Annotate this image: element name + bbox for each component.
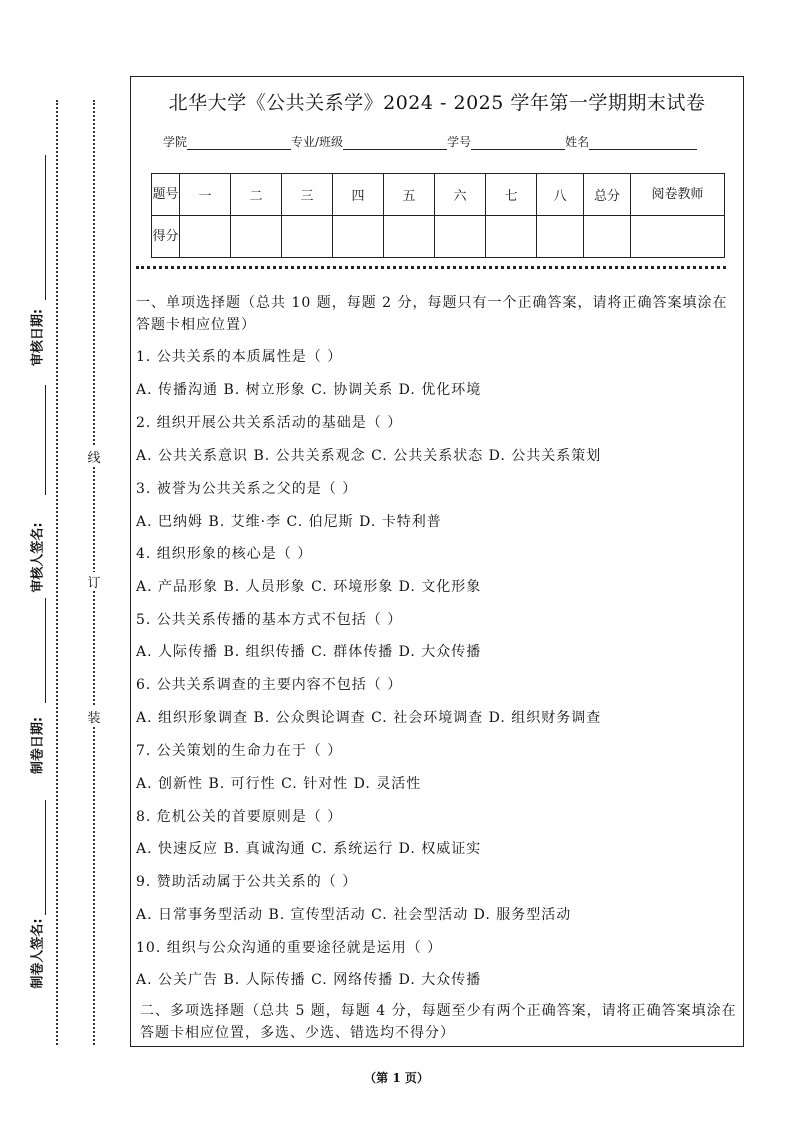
name-field[interactable] <box>589 137 697 150</box>
section-8-cell: 八 <box>537 174 584 216</box>
section-2-cell: 二 <box>231 174 282 216</box>
student-info-row <box>163 133 697 150</box>
major-class-field[interactable] <box>343 137 447 150</box>
student-id-label: 学号 <box>447 135 472 149</box>
question-9-options: A. 日常事务型活动 B. 宣传型活动 C. 社会型活动 D. 服务型活动 <box>136 907 572 923</box>
reviewer-signature-label: 审核人签名: <box>30 522 46 593</box>
college-label: 学院 <box>163 135 188 149</box>
section-6-cell: 六 <box>435 174 486 216</box>
exam-maker-signature-line <box>45 800 46 915</box>
grader-cell: 阅卷教师 <box>631 174 725 216</box>
name-label: 姓名 <box>565 135 590 149</box>
question-2-options: A. 公共关系意识 B. 公共关系观念 C. 公共关系状态 D. 公共关系策划 <box>136 448 602 464</box>
review-date-line <box>45 155 46 300</box>
binding-mark-bind: 装 <box>86 707 102 726</box>
question-5-options: A. 人际传播 B. 组织传播 C. 群体传播 D. 大众传播 <box>136 644 482 660</box>
question-4-options: A. 产品形象 B. 人员形象 C. 环境形象 D. 文化形象 <box>136 579 482 595</box>
question-number-cell: 题号 <box>152 174 180 216</box>
score-input-6[interactable] <box>435 216 486 258</box>
dotted-separator <box>136 266 726 269</box>
exam-title: 北华大学《公共关系学》2024 - 2025 学年第一学期期末试卷 <box>168 92 706 114</box>
question-9-stem: 9. 赞助活动属于公共关系的（ ） <box>136 874 358 890</box>
section2-heading: 二、多项选择题（总共 5 题，每题 4 分，每题至少有两个正确答案，请将正确答案填涂在答题卡相应位置，多选、少选、错选均不得分） <box>140 1003 737 1041</box>
exam-date-label: 制卷日期: <box>30 716 46 775</box>
section1-heading: 一、单项选择题（总共 10 题，每题 2 分，每题只有一个正确答案，请将正确答案填涂在答题卡相应位置） <box>136 295 728 333</box>
score-input-7[interactable] <box>486 216 537 258</box>
score-table-header-row <box>152 174 725 216</box>
question-8-stem: 8. 危机公关的首要原则是（ ） <box>136 809 343 825</box>
section-5-cell: 五 <box>384 174 435 216</box>
section-4-cell: 四 <box>333 174 384 216</box>
question-3-stem: 3. 被誉为公共关系之父的是（ ） <box>136 481 358 497</box>
review-date-label: 审核日期: <box>30 308 46 367</box>
score-table-score-row <box>152 216 725 258</box>
page-number: （第 1 页） <box>364 1071 429 1085</box>
question-7-stem: 7. 公关策划的生命力在于（ ） <box>136 743 343 759</box>
question-6-options: A. 组织形象调查 B. 公众舆论调查 C. 社会环境调查 D. 组织财务调查 <box>136 710 602 726</box>
score-input-4[interactable] <box>333 216 384 258</box>
question-10-stem: 10. 组织与公众沟通的重要途径就是运用（ ） <box>136 940 443 956</box>
binding-mark-line: 线 <box>86 447 102 466</box>
college-field[interactable] <box>187 137 291 150</box>
section-7-cell: 七 <box>486 174 537 216</box>
score-input-2[interactable] <box>231 216 282 258</box>
exam-date-line <box>45 598 46 703</box>
question-2-stem: 2. 组织开展公共关系活动的基础是（ ） <box>136 415 403 431</box>
student-id-field[interactable] <box>471 137 565 150</box>
score-input-1[interactable] <box>180 216 231 258</box>
grader-signature-input[interactable] <box>631 216 725 258</box>
binding-mark-staple: 订 <box>86 572 102 591</box>
dotted-line-left <box>56 100 58 1045</box>
section-3-cell: 三 <box>282 174 333 216</box>
question-5-stem: 5. 公共关系传播的基本方式不包括（ ） <box>136 612 403 628</box>
section-1-cell: 一 <box>180 174 231 216</box>
question-10-options: A. 公关广告 B. 人际传播 C. 网络传播 D. 大众传播 <box>136 972 482 988</box>
question-1-stem: 1. 公共关系的本质属性是（ ） <box>136 349 343 365</box>
score-input-total[interactable] <box>584 216 631 258</box>
score-table <box>151 173 725 258</box>
question-8-options: A. 快速反应 B. 真诚沟通 C. 系统运行 D. 权威证实 <box>136 841 482 857</box>
major-class-label: 专业/班级 <box>291 135 344 149</box>
total-score-cell: 总分 <box>584 174 631 216</box>
reviewer-signature-line <box>45 385 46 495</box>
question-4-stem: 4. 组织形象的核心是（ ） <box>136 546 313 562</box>
question-7-options: A. 创新性 B. 可行性 C. 针对性 D. 灵活性 <box>136 776 422 792</box>
score-input-5[interactable] <box>384 216 435 258</box>
question-1-options: A. 传播沟通 B. 树立形象 C. 协调关系 D. 优化环境 <box>136 382 482 398</box>
exam-maker-signature-label: 制卷人签名: <box>30 918 46 989</box>
question-6-stem: 6. 公共关系调查的主要内容不包括（ ） <box>136 677 403 693</box>
question-3-options: A. 巴纳姆 B. 艾维·李 C. 伯尼斯 D. 卡特利普 <box>136 514 442 530</box>
score-input-3[interactable] <box>282 216 333 258</box>
score-label-cell: 得分 <box>152 216 180 258</box>
score-input-8[interactable] <box>537 216 584 258</box>
